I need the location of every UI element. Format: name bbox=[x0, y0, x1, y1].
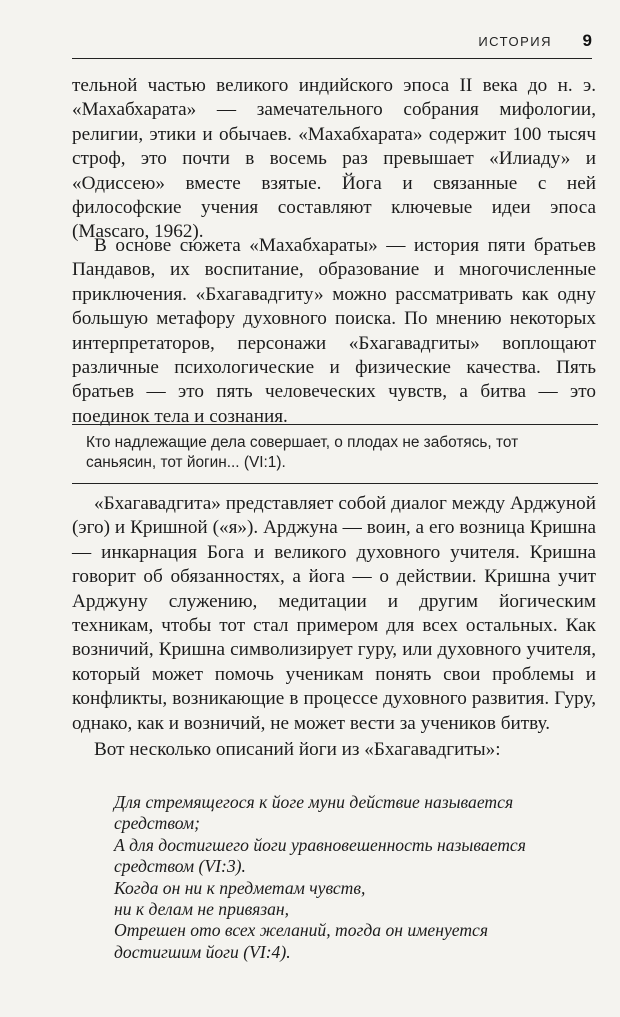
section-title: ИСТОРИЯ bbox=[478, 34, 552, 49]
verse-line: Для стремящегося к йоге муни действие называется bbox=[114, 792, 514, 812]
verse-line: средством; bbox=[114, 813, 201, 834]
verse-line: Отрешен ото всех желаний, тогда он именуется bbox=[114, 920, 489, 941]
verse-line: средством (VI:3). bbox=[114, 856, 246, 877]
text-block bbox=[72, 492, 596, 762]
verse-line: Когда он ни к предметам чувств, bbox=[114, 877, 366, 898]
verse-line: А для достигшего йоги уравновешенность называется bbox=[114, 834, 526, 855]
epigraph-quote bbox=[72, 424, 598, 484]
page-number: 9 bbox=[582, 31, 592, 50]
paragraph: Вот несколько описаний йоги из «Бхагавадгиты»: bbox=[94, 739, 501, 761]
verse-quotation bbox=[114, 792, 604, 963]
verse-line: достигшим йоги (VI:4). bbox=[114, 941, 291, 962]
paragraph: «Бхагавадгита» представляет собой диалог между Арджуной (эго) и Кришной («я»). Арджуна — воин, а его возница Кришна — инкарнация Бога и великого духовного учителя. Кришна говорит об обязанностях, а йога — о действии. Кришна учит Арджуну служению, медитации и другим йогическим техникам, чтобы тот стал примером для всех остальных. Как возничий, Кришна символизирует гуру, или духовного учителя, который может помочь ученикам понять свои проблемы и конфликты, возникающие в процессе духовного развития. Гуру, однако, как и возничий, не может вести за учеников битву. bbox=[72, 493, 596, 734]
paragraph: В основе сюжета «Махабхараты» — история пяти братьев Пандавов, их воспитание, образование и многочисленные приключения. «Бхагавадгиту» можно рассматривать как одну большую метафору духовного поиска. По мнению некоторых интерпретаторов, персонажи «Бхагавадгиты» воплощают различные психологические и физические качества. Пять братьев — это пять человеческих чувств, а битва — это поединок тела и сознания. bbox=[72, 235, 596, 427]
running-header bbox=[72, 30, 592, 59]
paragraph: тельной частью великого индийского эпоса II века до н. э. «Махабхарата» — замечательного собрания мифологии, религии, этики и обычаев. «Махабхарата» содержит 100 тысяч строф, это почти в восемь раз превышает «Илиаду» и «Одиссею» вместе взятые. Йога и связанные с ней философские учения составляют ключевые идеи эпоса (Mascaro, 1962). bbox=[72, 75, 596, 243]
quote-text: Кто надлежащие дела совершает, о плодах не заботясь, тот саньясин, тот йогин... (VI:1). bbox=[86, 434, 519, 471]
verse-line: ни к делам не привязан, bbox=[114, 899, 290, 920]
